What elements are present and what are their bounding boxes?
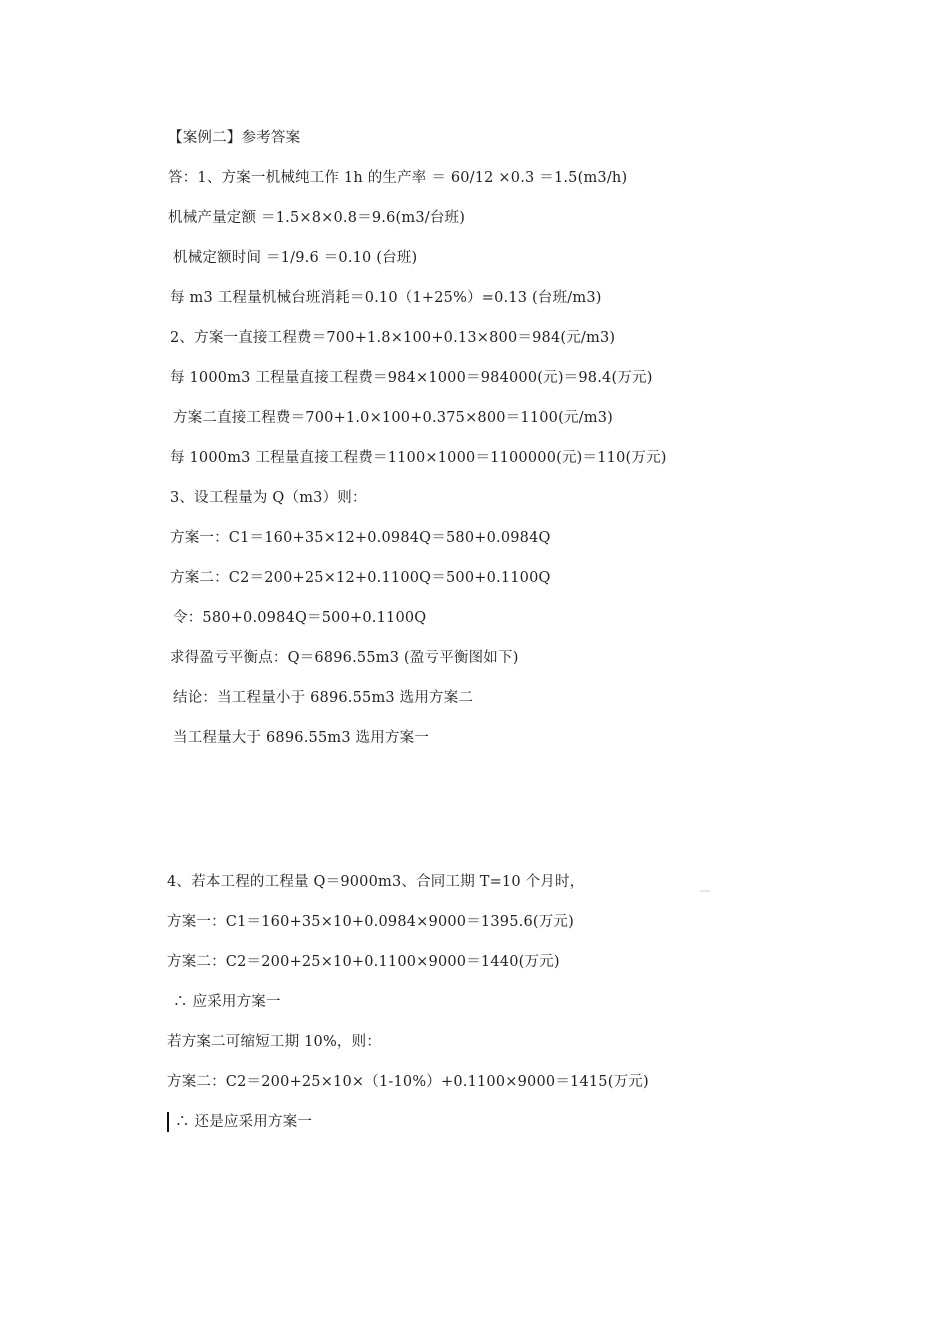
answer-line-5: 2、方案一直接工程费＝700+1.8×100+0.13×800＝984(元/m3)	[170, 330, 616, 346]
answer-line-17: 方案一：C1＝160+35×10+0.0984×9000＝1395.6(万元)	[167, 914, 574, 930]
answer-line-11: 方案二：C2＝200+25×12+0.1100Q＝500+0.1100Q	[170, 570, 551, 586]
answer-line-6: 每 1000m3 工程量直接工程费＝984×1000＝984000(元)＝98.4(万元)	[170, 370, 653, 386]
answer-line-14: 结论：当工程量小于 6896.55m3 选用方案二	[173, 690, 474, 706]
answer-line-3: 机械定额时间 ＝1/9.6 ＝0.10 (台班)	[173, 250, 418, 266]
answer-line-2: 机械产量定额 ＝1.5×8×0.8＝9.6(m3/台班)	[168, 210, 466, 226]
answer-line-15: 当工程量大于 6896.55m3 选用方案一	[173, 730, 430, 746]
answer-line-16: 4、若本工程的工程量 Q＝9000m3、合同工期 T=10 个月时，	[167, 874, 585, 890]
answer-line-18: 方案二：C2＝200+25×10+0.1100×9000＝1440(万元)	[167, 954, 560, 970]
answer-line-1: 答：1、方案一机械纯工作 1h 的生产率 ＝ 60/12 ×0.3 ＝1.5(m3/h)	[168, 170, 628, 186]
answer-line-7: 方案二直接工程费＝700+1.0×100+0.375×800＝1100(元/m3)	[173, 410, 613, 426]
answer-line-13: 求得盈亏平衡点：Q＝6896.55m3 (盈亏平衡图如下)	[170, 650, 519, 666]
answer-line-8: 每 1000m3 工程量直接工程费＝1100×1000＝1100000(元)＝110(万元)	[170, 450, 667, 466]
answer-line-19: ∴ 应采用方案一	[173, 994, 281, 1010]
answer-line-20: 若方案二可缩短工期 10%，则：	[167, 1034, 382, 1050]
scan-speck	[700, 890, 710, 892]
answer-line-9: 3、设工程量为 Q（m3）则：	[170, 490, 367, 506]
document-heading: 【案例二】参考答案	[168, 130, 301, 146]
answer-line-21: 方案二：C2＝200+25×10×（1-10%）+0.1100×9000＝1415(万元)	[167, 1074, 649, 1090]
answer-line-12: 令：580+0.0984Q＝500+0.1100Q	[173, 610, 427, 626]
answer-line-22	[167, 1112, 312, 1132]
answer-line-10: 方案一：C1＝160+35×12+0.0984Q＝580+0.0984Q	[170, 530, 551, 546]
answer-line-22-text: ∴ 还是应采用方案一	[175, 1114, 313, 1130]
answer-line-4: 每 m3 工程量机械台班消耗＝0.10（1+25%）=0.13 (台班/m3)	[170, 290, 602, 306]
